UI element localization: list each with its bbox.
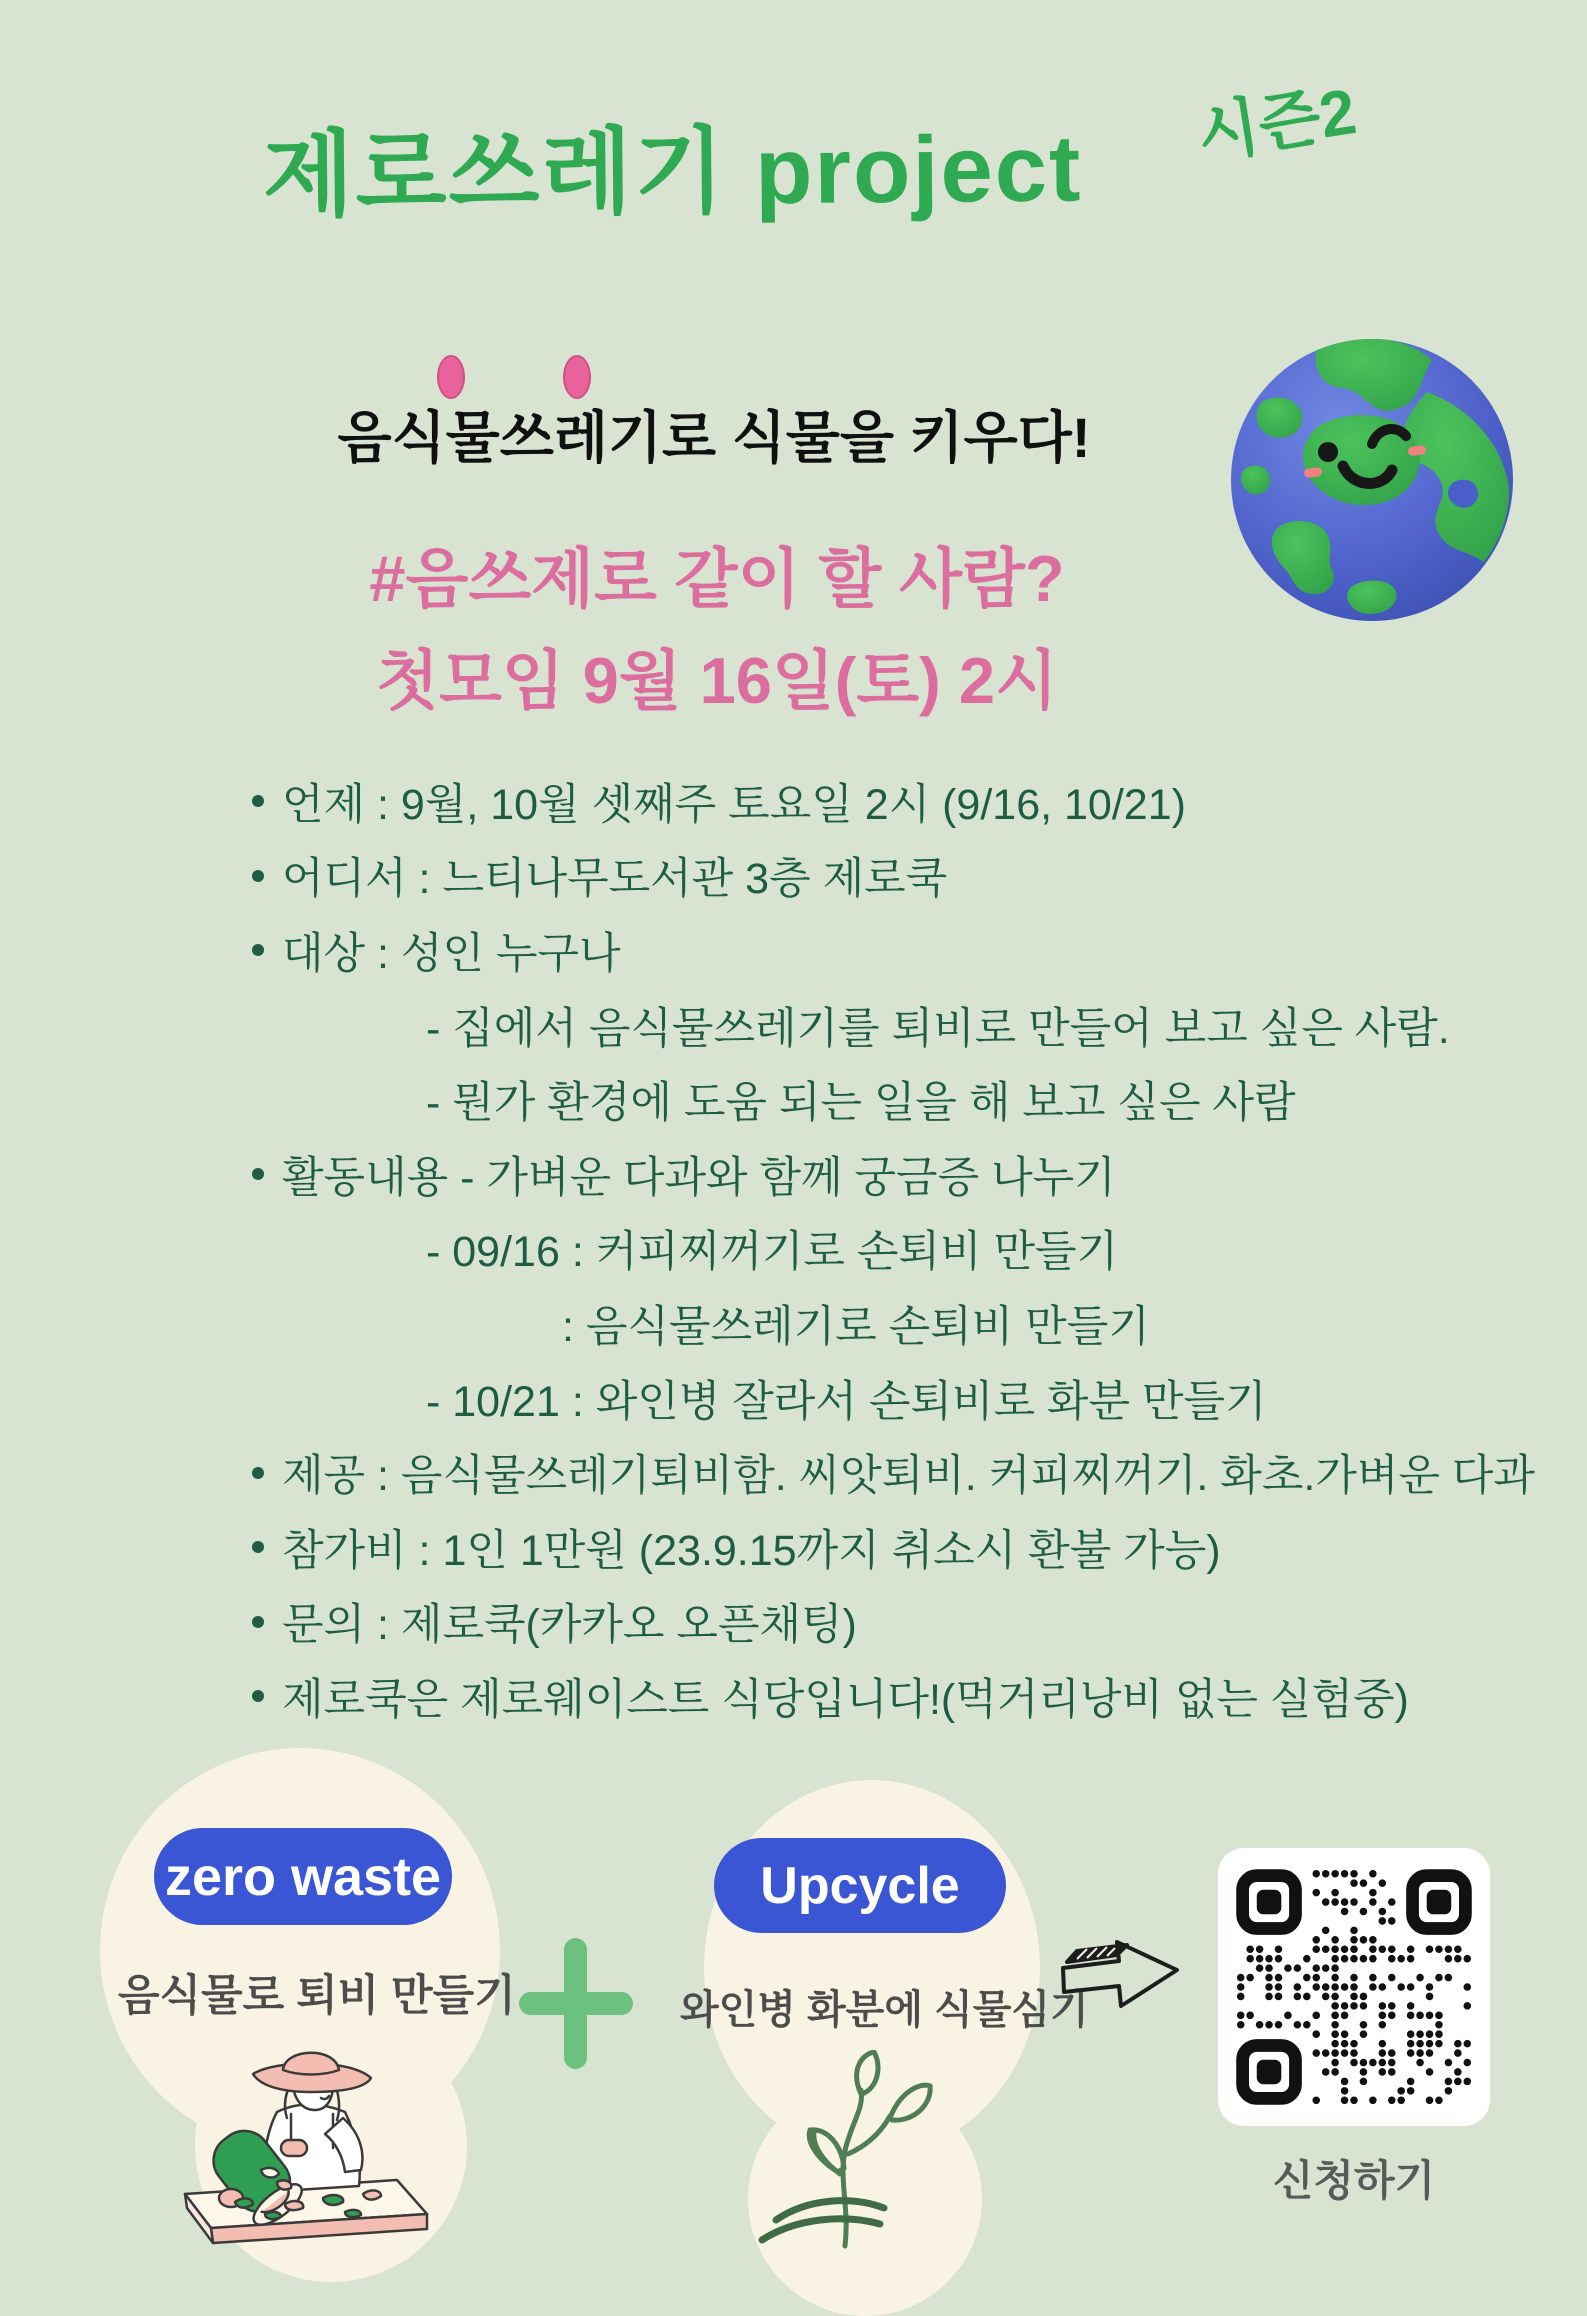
- detail-subitem: : 음식물쓰레기로 손퇴비 만들기: [562, 1302, 1150, 1351]
- smiling-earth-icon: [1222, 330, 1522, 630]
- details-list: [250, 764, 1570, 1734]
- detail-item: 활동내용 - 가벼운 다과와 함께 궁금증 나누기: [250, 1137, 1570, 1212]
- detail-subitem: - 뭔가 환경에 도움 되는 일을 해 보고 싶은 사람: [426, 1079, 1296, 1128]
- headline-line-2: 첫모임 9월 16일(토) 2시: [376, 644, 1058, 717]
- poster-subtitle: 음식물쓰레기로 식물을 키우다!: [337, 406, 1091, 469]
- detail-item: 참가비 : 1인 1만원 (23.9.15까지 취소시 환불 가능): [250, 1510, 1570, 1585]
- qr-caption: 신청하기: [1272, 2157, 1436, 2204]
- pink-dot-icon: [563, 355, 591, 399]
- zero-waste-badge: zero waste: [154, 1828, 452, 1925]
- qr-code: [1218, 1848, 1490, 2126]
- plus-icon: [564, 1938, 587, 2069]
- detail-item: 제로쿡은 제로웨이스트 식당입니다!(먹거리낭비 없는 실험중): [250, 1659, 1570, 1734]
- headline-line-1: #음쓰제로 같이 할 사람?: [369, 542, 1065, 615]
- upcycle-caption: 와인병 화분에 식물심기: [680, 1988, 1089, 2032]
- detail-item: 문의 : 제로쿡(카카오 오픈채팅): [250, 1585, 1570, 1660]
- season-badge: 시즌2: [1192, 74, 1361, 171]
- plant-sprout-icon: [748, 2050, 948, 2250]
- detail-item: 어디서 : 느티나무도서관 3층 제로쿡: [250, 839, 1570, 914]
- poster-title: 제로쓰레기 project: [262, 115, 1083, 228]
- pink-dot-icon: [437, 355, 465, 399]
- detail-subitem: - 10/21 : 와인병 잘라서 손퇴비로 화분 만들기: [426, 1377, 1267, 1426]
- person-composting-icon: [165, 2022, 455, 2247]
- detail-item: 언제 : 9월, 10월 셋째주 토요일 2시 (9/16, 10/21): [250, 764, 1570, 839]
- zero-waste-caption: 음식물로 퇴비 만들기: [118, 1972, 516, 2020]
- detail-subitem: - 09/16 : 커피찌꺼기로 손퇴비 만들기: [426, 1228, 1119, 1277]
- upcycle-badge: Upcycle: [714, 1838, 1006, 1933]
- arrow-right-icon: [1055, 1928, 1185, 2018]
- detail-item: 대상 : 성인 누구나: [250, 913, 1570, 988]
- detail-item: 제공 : 음식물쓰레기퇴비함. 씨앗퇴비. 커피찌꺼기. 화초.가벼운 다과: [250, 1435, 1570, 1510]
- detail-subitem: - 집에서 음식물쓰레기를 퇴비로 만들어 보고 싶은 사람.: [426, 1004, 1450, 1053]
